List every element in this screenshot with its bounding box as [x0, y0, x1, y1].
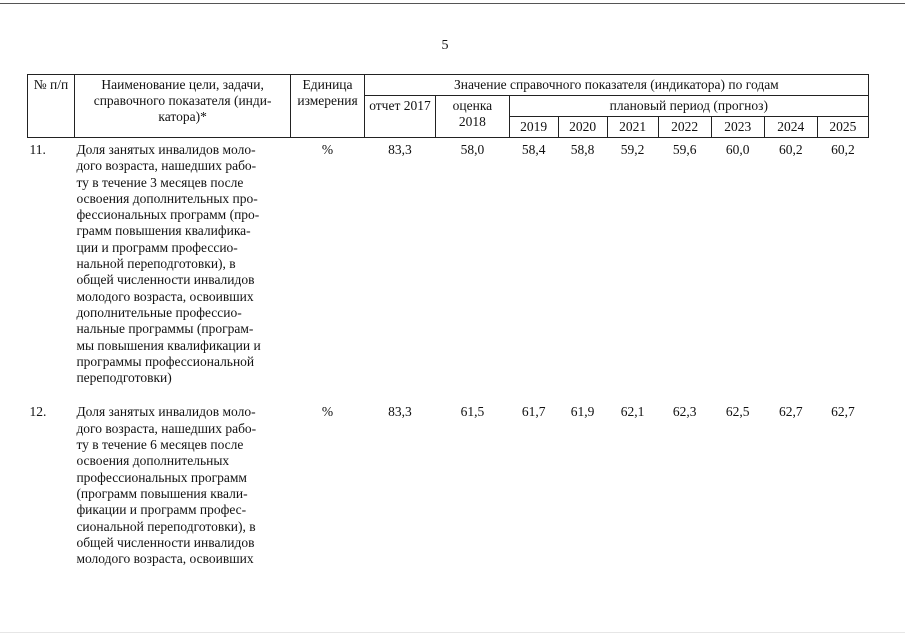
row-report-value: 83,3: [388, 404, 412, 420]
row-name: [74, 404, 290, 567]
header-year: 2023: [711, 117, 764, 138]
row-name-line: дополнительные профессио-: [76, 304, 242, 320]
row-plan-value: 62,7: [778, 404, 803, 420]
row-name-line: сиональной переподготовки), в: [76, 518, 256, 534]
row-name-line: ту в течение 3 месяцев после: [76, 174, 244, 190]
row-name-line: освоения дополнительных: [76, 453, 230, 469]
row-name-line: молодого возраста, освоивших: [76, 551, 254, 567]
table-body: [28, 138, 869, 568]
row-unit: %: [321, 404, 334, 420]
bottom-edge: [0, 632, 905, 633]
header-values-group: Значение справочного показателя (индикатора) по годам: [364, 75, 868, 96]
row-name-line: программы профессиональной: [76, 353, 255, 369]
row-name-line: молодого возраста, освоивших: [76, 288, 254, 304]
row-name-line: ции и программ профессио-: [76, 239, 238, 255]
row-plan-value: 58,4: [521, 142, 546, 157]
page-number: 5: [441, 38, 449, 53]
table-row: [28, 404, 869, 567]
header-year: 2024: [764, 117, 817, 138]
header-year: 2022: [658, 117, 711, 138]
row-name-line: фикации и программ профес-: [76, 502, 247, 518]
row-name-line: дого возраста, нашедших рабо-: [76, 420, 257, 436]
row-plan-value: 62,5: [725, 404, 750, 420]
header-year: 2019: [509, 117, 558, 138]
row-name-line: переподготовки): [76, 370, 172, 386]
header-year: 2020: [558, 117, 607, 138]
indicator-table: [27, 74, 869, 567]
row-plan-value: 59,6: [672, 142, 697, 157]
row-unit: %: [321, 142, 334, 157]
header-unit: Единица измерения: [291, 75, 364, 138]
row-name-line: Доля занятых инвалидов моло-: [76, 404, 256, 420]
row-index: 12.: [29, 404, 47, 420]
top-rule: [0, 3, 905, 4]
row-name-line: общей численности инвалидов: [76, 272, 255, 288]
row-plan-value: 58,8: [570, 142, 595, 157]
row-plan-value: 60,0: [725, 142, 750, 157]
row-estimate-value: 58,0: [460, 142, 485, 157]
row-plan-value: 59,2: [620, 142, 645, 157]
row-name-line: дого возраста, нашедших рабо-: [76, 158, 257, 174]
row-plan-value: 62,3: [672, 404, 697, 420]
row-plan-value: 61,9: [570, 404, 595, 420]
header-estimate: оценка 2018: [436, 96, 509, 138]
header-plan-group: плановый период (прогноз): [509, 96, 868, 117]
row-name-line: освоения дополнительных про-: [76, 190, 258, 206]
row-estimate-value: 61,5: [460, 404, 485, 420]
row-name-line: общей численности инвалидов: [76, 534, 255, 550]
header-index: № п/п: [28, 75, 75, 138]
row-name-line: мы повышения квалификации и: [76, 337, 261, 353]
row-plan-value: 60,2: [778, 142, 803, 157]
row-name-line: ту в течение 6 месяцев после: [76, 437, 244, 453]
row-name-line: нальные программы (програм-: [76, 321, 254, 337]
row-name: [74, 142, 290, 386]
row-name-line: фессиональных программ (про-: [76, 207, 260, 223]
row-plan-value: 61,7: [521, 404, 546, 420]
row-name-line: Доля занятых инвалидов моло-: [76, 142, 256, 157]
header-year: 2021: [607, 117, 658, 138]
row-name-line: (программ повышения квали-: [76, 485, 248, 501]
row-plan-value: 62,1: [620, 404, 645, 420]
row-index: 11.: [29, 142, 46, 157]
header-year: 2025: [817, 117, 868, 138]
row-plan-value: 60,2: [831, 142, 855, 157]
table-header: [28, 75, 869, 138]
table-row: [28, 142, 869, 386]
header-name: Наименование цели, задачи, справочного показателя (инди-катора)*: [74, 75, 290, 138]
row-name-line: нальной переподготовки), в: [76, 256, 236, 272]
row-report-value: 83,3: [388, 142, 412, 157]
row-name-line: профессиональных программ: [76, 469, 247, 485]
header-report: отчет 2017: [364, 96, 435, 138]
spacer-row: [28, 386, 869, 404]
row-plan-value: 62,7: [831, 404, 855, 420]
row-name-line: грамм повышения квалифика-: [76, 223, 251, 239]
